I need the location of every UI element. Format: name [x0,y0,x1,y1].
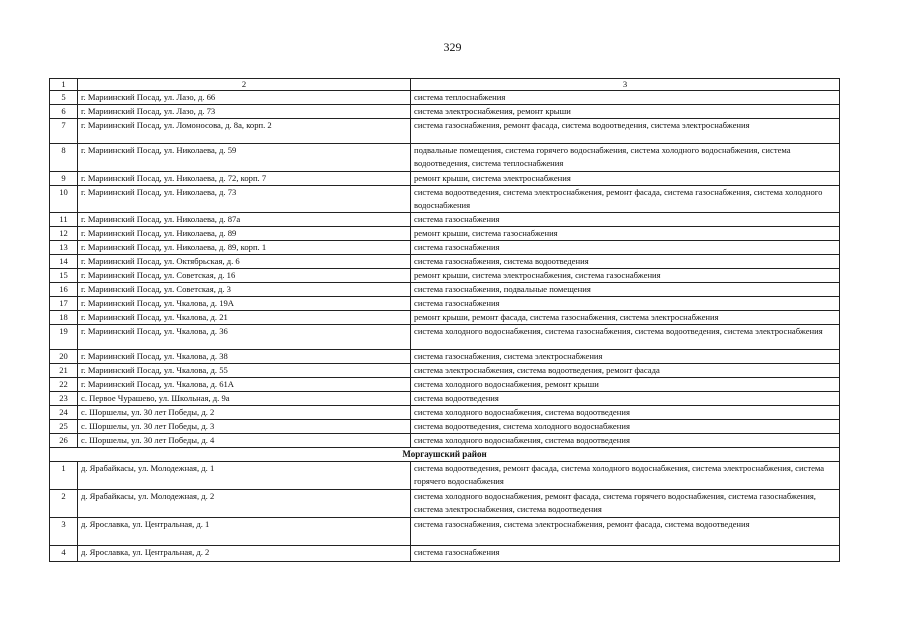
row-work-types: система газоснабжения [411,297,840,311]
row-number: 13 [50,241,78,255]
row-number: 9 [50,172,78,186]
row-address: с. Шоршелы, ул. 30 лет Победы, д. 4 [78,434,411,448]
row-work-types: система водоотведения, система холодного водоснабжения [411,420,840,434]
row-work-types: система электроснабжения, ремонт крыши [411,105,840,119]
row-number: 25 [50,420,78,434]
row-address: г. Мариинский Посад, ул. Октябрьская, д. 6 [78,255,411,269]
row-address: г. Мариинский Посад, ул. Николаева, д. 73 [78,186,411,213]
row-number: 18 [50,311,78,325]
table-row [50,420,840,434]
row-number: 3 [50,518,78,546]
row-number: 20 [50,350,78,364]
row-work-types: ремонт крыши, система электроснабжения [411,172,840,186]
table-body [50,79,840,562]
table-row [50,364,840,378]
table-row [50,311,840,325]
row-address: г. Мариинский Посад, ул. Николаева, д. 89, корп. 1 [78,241,411,255]
table-row [50,172,840,186]
row-work-types: система газоснабжения, система электроснабжения, ремонт фасада, система водоотведения [411,518,840,546]
row-number: 5 [50,91,78,105]
row-number: 22 [50,378,78,392]
table-row [50,297,840,311]
table-row [50,350,840,364]
row-number: 1 [50,462,78,490]
header-col-1: 1 [50,79,78,91]
row-address: г. Мариинский Посад, ул. Чкалова, д. 19А [78,297,411,311]
region-title: Моргаушский район [50,448,840,462]
row-work-types: система холодного водоснабжения, система газоснабжения, система водоотведения, система электроснабжения [411,325,840,350]
region-table-row [50,490,840,518]
table-row [50,269,840,283]
row-address: г. Мариинский Посад, ул. Ломоносова, д. 8а, корп. 2 [78,119,411,144]
row-work-types: система холодного водоснабжения, ремонт фасада, система горячего водоснабжения, система газоснабжения, система электроснабжения, система водоотведения [411,490,840,518]
row-address: с. Первое Чурашево, ул. Школьная, д. 9а [78,392,411,406]
row-number: 14 [50,255,78,269]
row-number: 21 [50,364,78,378]
row-work-types: система холодного водоснабжения, система водоотведения [411,406,840,420]
row-work-types: ремонт крыши, система электроснабжения, система газоснабжения [411,269,840,283]
table-row [50,255,840,269]
row-address: с. Шоршелы, ул. 30 лет Победы, д. 3 [78,420,411,434]
row-address: г. Мариинский Посад, ул. Лазо, д. 66 [78,91,411,105]
row-work-types: система газоснабжения [411,241,840,255]
row-work-types: ремонт крыши, ремонт фасада, система газоснабжения, система электроснабжения [411,311,840,325]
region-header-row [50,448,840,462]
row-number: 16 [50,283,78,297]
region-table-row [50,518,840,546]
row-address: г. Мариинский Посад, ул. Николаева, д. 59 [78,144,411,172]
row-work-types: система электроснабжения, система водоотведения, ремонт фасада [411,364,840,378]
row-work-types: система газоснабжения, ремонт фасада, система водоотведения, система электроснабжения [411,119,840,144]
row-number: 8 [50,144,78,172]
housing-repair-table [49,78,840,562]
table-row [50,241,840,255]
row-address: г. Мариинский Посад, ул. Лазо, д. 73 [78,105,411,119]
row-work-types: система холодного водоснабжения, ремонт крыши [411,378,840,392]
row-work-types: система холодного водоснабжения, система водоотведения [411,434,840,448]
row-address: г. Мариинский Посад, ул. Николаева, д. 72, корп. 7 [78,172,411,186]
table-row [50,283,840,297]
table-row [50,213,840,227]
row-work-types: система газоснабжения, подвальные помещения [411,283,840,297]
row-number: 11 [50,213,78,227]
row-number: 15 [50,269,78,283]
row-number: 10 [50,186,78,213]
row-number: 12 [50,227,78,241]
row-address: г. Мариинский Посад, ул. Чкалова, д. 36 [78,325,411,350]
table-header-row [50,79,840,91]
row-address: г. Мариинский Посад, ул. Николаева, д. 89 [78,227,411,241]
row-address: г. Мариинский Посад, ул. Советская, д. 16 [78,269,411,283]
row-address: с. Шоршелы, ул. 30 лет Победы, д. 2 [78,406,411,420]
table-row [50,144,840,172]
row-number: 24 [50,406,78,420]
row-address: г. Мариинский Посад, ул. Чкалова, д. 55 [78,364,411,378]
row-number: 17 [50,297,78,311]
row-address: д. Ярабайкасы, ул. Молодежная, д. 2 [78,490,411,518]
table-row [50,227,840,241]
table-row [50,105,840,119]
table-row [50,325,840,350]
row-number: 23 [50,392,78,406]
table-row [50,392,840,406]
row-address: д. Ярославка, ул. Центральная, д. 1 [78,518,411,546]
row-work-types: система газоснабжения, система электроснабжения [411,350,840,364]
row-work-types: система водоотведения, ремонт фасада, система холодного водоснабжения, система электроснабжения, система горячего водоснабжения [411,462,840,490]
header-col-2: 2 [78,79,411,91]
row-address: г. Мариинский Посад, ул. Николаева, д. 87а [78,213,411,227]
row-address: г. Мариинский Посад, ул. Чкалова, д. 21 [78,311,411,325]
table-row [50,91,840,105]
row-work-types: система газоснабжения [411,213,840,227]
row-address: д. Ярославка, ул. Центральная, д. 2 [78,546,411,562]
row-number: 26 [50,434,78,448]
table-row [50,119,840,144]
row-address: г. Мариинский Посад, ул. Чкалова, д. 61А [78,378,411,392]
row-number: 4 [50,546,78,562]
row-address: г. Мариинский Посад, ул. Чкалова, д. 38 [78,350,411,364]
header-col-3: 3 [411,79,840,91]
row-work-types: система газоснабжения, система водоотведения [411,255,840,269]
row-work-types: система водоотведения, система электроснабжения, ремонт фасада, система газоснабжения, система холодного водоснабжения [411,186,840,213]
region-table-row [50,462,840,490]
table-row [50,186,840,213]
row-address: г. Мариинский Посад, ул. Советская, д. 3 [78,283,411,297]
table-row [50,378,840,392]
table-row [50,406,840,420]
row-work-types: система газоснабжения [411,546,840,562]
row-work-types: ремонт крыши, система газоснабжения [411,227,840,241]
table-row [50,434,840,448]
page-number: 329 [443,40,462,54]
row-work-types: подвальные помещения, система горячего водоснабжения, система холодного водоснабжения, система водоотведения, система теплоснабжения [411,144,840,172]
row-work-types: система водоотведения [411,392,840,406]
row-work-types: система теплоснабжения [411,91,840,105]
row-number: 2 [50,490,78,518]
row-number: 19 [50,325,78,350]
row-number: 6 [50,105,78,119]
row-number: 7 [50,119,78,144]
region-table-row [50,546,840,562]
row-address: д. Ярабайкасы, ул. Молодежная, д. 1 [78,462,411,490]
